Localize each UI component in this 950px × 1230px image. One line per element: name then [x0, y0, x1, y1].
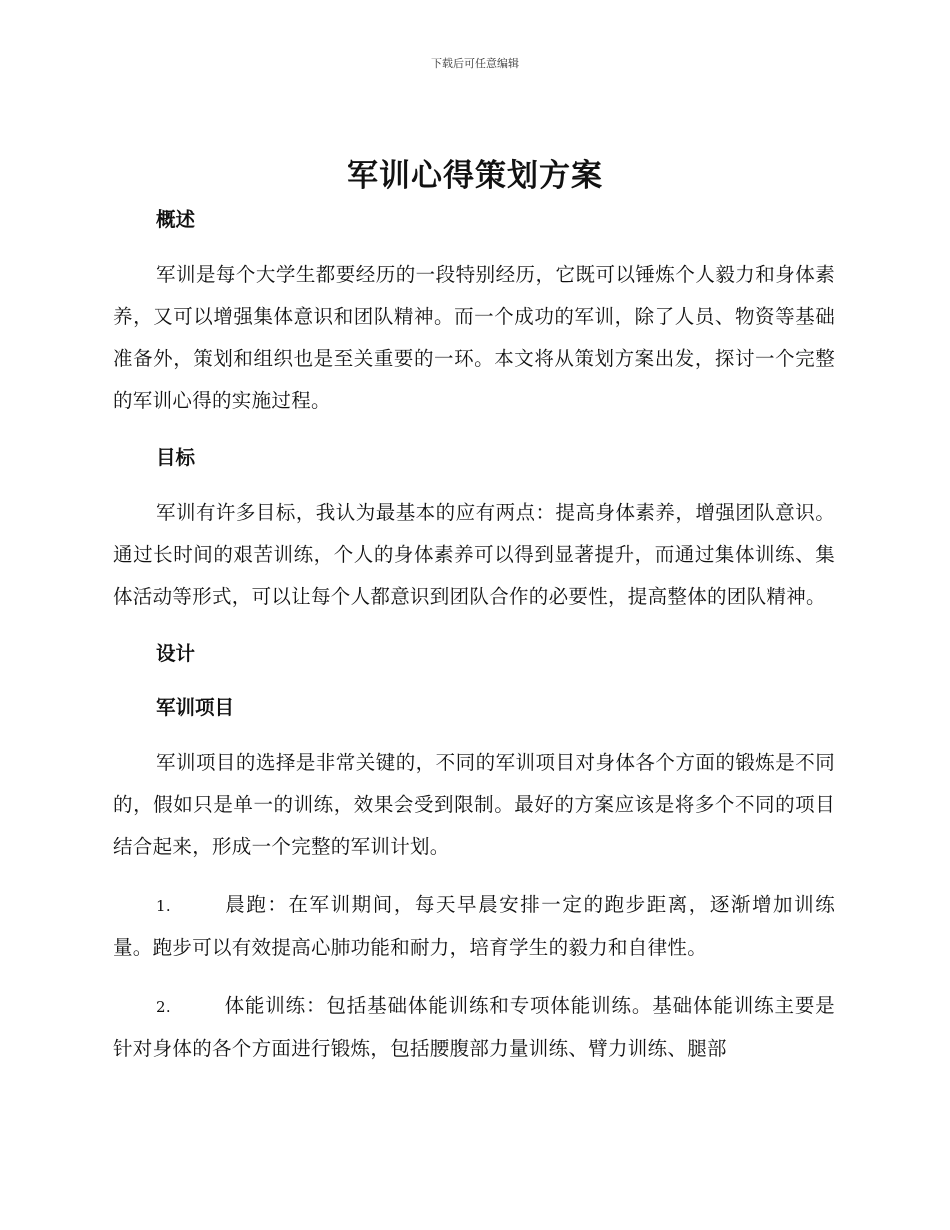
document-title: 军训心得策划方案	[347, 158, 603, 194]
paragraph-goal: 军训有许多目标，我认为最基本的应有两点：提高身体素养，增强团队意识。通过长时间的艰苦训练，个人的身体素养可以得到显著提升，而通过集体训练、集体活动等形式，可以让每个人都意识到团队合作的必要性，提高整体的团队精神。	[113, 501, 835, 608]
list-item	[113, 884, 835, 969]
list-item-text: 体能训练：包括基础体能训练和专项体能训练。基础体能训练主要是针对身体的各个方面进行锻炼，包括腰腹部力量训练、臂力训练、腿部	[113, 994, 835, 1060]
heading-training-projects: 军训项目	[156, 696, 235, 719]
list-item-number: 2.	[156, 998, 171, 1016]
list-item	[113, 985, 835, 1070]
document-body	[113, 200, 835, 1086]
heading-overview: 概述	[156, 208, 196, 231]
paragraph-overview: 军训是每个大学生都要经历的一段特别经历，它既可以锤炼个人毅力和身体素养，又可以增强集体意识和团队精神。而一个成功的军训，除了人员、物资等基础准备外，策划和组织也是至关重要的一环。本文将从策划方案出发，探讨一个完整的军训心得的实施过程。	[113, 263, 835, 412]
heading-design: 设计	[156, 642, 196, 665]
heading-goal: 目标	[156, 446, 196, 469]
list-item-text: 晨跑：在军训期间，每天早晨安排一定的跑步距离，逐渐增加训练量。跑步可以有效提高心肺功能和耐力，培育学生的毅力和自律性。	[113, 893, 835, 959]
paragraph-training-projects: 军训项目的选择是非常关键的，不同的军训项目对身体各个方面的锻炼是不同的，假如只是单一的训练，效果会受到限制。最好的方案应该是将多个不同的项目结合起来，形成一个完整的军训计划。	[113, 751, 835, 858]
list-item-number: 1.	[156, 897, 171, 915]
header-note: 下载后可任意编辑	[431, 57, 519, 70]
